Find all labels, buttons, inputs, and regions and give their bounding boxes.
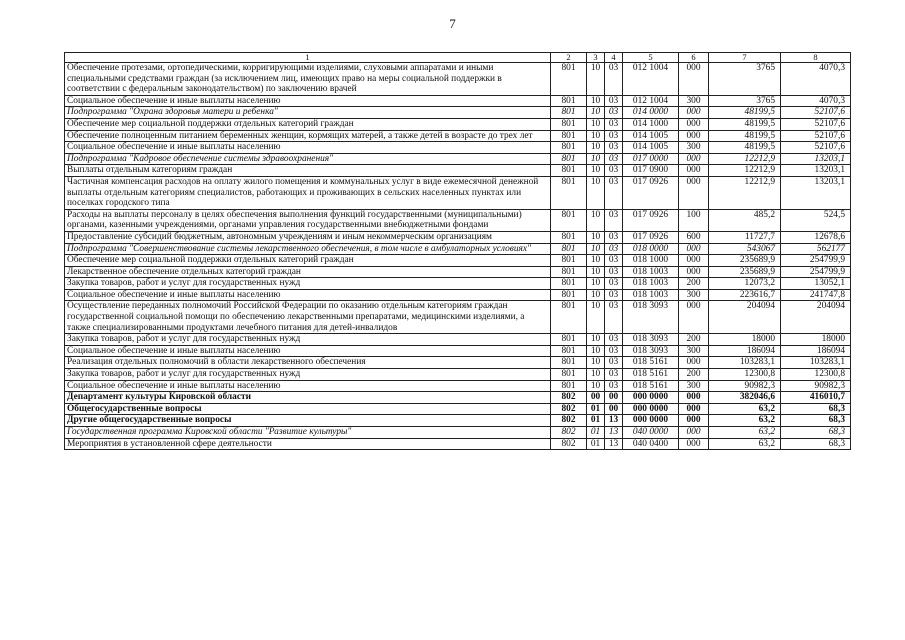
target-article-cell: 000 0000 — [623, 415, 679, 427]
amount-year1-cell: 3765 — [709, 63, 781, 96]
table-row — [65, 380, 851, 392]
subsection-code-cell: 03 — [605, 165, 623, 177]
column-header: 3 — [587, 53, 605, 63]
budget-table — [64, 52, 851, 450]
row-name-cell: Социальное обеспечение и иные выплаты населению — [65, 345, 551, 357]
expense-type-cell: 000 — [679, 153, 709, 165]
row-name-cell: Расходы на выплаты персоналу в целях обеспечения выполнения функций государственными (муниципальными) органами, казенными учреждениями, органами управления государственными внебюджетными фондами — [65, 209, 551, 231]
amount-year2-cell: 13203,1 — [781, 176, 851, 209]
amount-year1-cell: 103283,1 — [709, 357, 781, 369]
amount-year1-cell: 63,2 — [709, 403, 781, 415]
target-article-cell: 040 0000 — [623, 427, 679, 439]
section-code-cell: 10 — [587, 289, 605, 301]
table-row — [65, 118, 851, 130]
amount-year1-cell: 12300,8 — [709, 369, 781, 381]
ministry-code-cell: 801 — [551, 255, 587, 267]
amount-year2-cell: 524,5 — [781, 209, 851, 231]
amount-year1-cell: 48199,5 — [709, 130, 781, 142]
column-header: 4 — [605, 53, 623, 63]
expense-type-cell: 000 — [679, 165, 709, 177]
row-name-cell: Закупка товаров, работ и услуг для государственных нужд — [65, 334, 551, 346]
target-article-cell: 017 0926 — [623, 176, 679, 209]
row-name-cell: Государственная программа Кировской области "Развитие культуры" — [65, 427, 551, 439]
table-row — [65, 357, 851, 369]
table-row — [65, 176, 851, 209]
row-name-cell: Общегосударственные вопросы — [65, 403, 551, 415]
expense-type-cell: 000 — [679, 130, 709, 142]
target-article-cell: 018 3093 — [623, 334, 679, 346]
ministry-code-cell: 802 — [551, 415, 587, 427]
amount-year1-cell: 63,2 — [709, 427, 781, 439]
subsection-code-cell: 03 — [605, 63, 623, 96]
target-article-cell: 018 3093 — [623, 345, 679, 357]
table-row — [65, 165, 851, 177]
amount-year2-cell: 18000 — [781, 334, 851, 346]
amount-year1-cell: 12212,9 — [709, 176, 781, 209]
target-article-cell: 012 1004 — [623, 63, 679, 96]
expense-type-cell: 200 — [679, 369, 709, 381]
section-code-cell: 00 — [587, 392, 605, 404]
target-article-cell: 040 0400 — [623, 438, 679, 450]
amount-year1-cell: 18000 — [709, 334, 781, 346]
expense-type-cell: 000 — [679, 255, 709, 267]
ministry-code-cell: 801 — [551, 165, 587, 177]
row-name-cell: Подпрограмма "Совершенствование системы лекарственного обеспечения, в том числе в амбулаторных условиях" — [65, 243, 551, 255]
amount-year1-cell: 12212,9 — [709, 165, 781, 177]
table-row — [65, 231, 851, 243]
section-code-cell: 10 — [587, 278, 605, 290]
table-row — [65, 130, 851, 142]
amount-year1-cell: 543067 — [709, 243, 781, 255]
expense-type-cell: 100 — [679, 209, 709, 231]
table-row — [65, 142, 851, 154]
amount-year1-cell: 485,2 — [709, 209, 781, 231]
row-name-cell: Предоставление субсидий бюджетным, автономным учреждениям и иным некоммерческим организациям — [65, 231, 551, 243]
subsection-code-cell: 13 — [605, 438, 623, 450]
subsection-code-cell: 03 — [605, 107, 623, 119]
table-row — [65, 63, 851, 96]
target-article-cell: 018 5161 — [623, 380, 679, 392]
expense-type-cell: 000 — [679, 415, 709, 427]
subsection-code-cell: 03 — [605, 266, 623, 278]
amount-year2-cell: 52107,6 — [781, 118, 851, 130]
row-name-cell: Выплаты отдельным категориям граждан — [65, 165, 551, 177]
row-name-cell: Обеспечение протезами, ортопедическими, корригирующими изделиями, слуховыми аппаратами и иными специальными средствами граждан (за исключением лиц, имеющих право на меры социальной поддержки в соответствии с федеральным законодательством) по заключению врачей — [65, 63, 551, 96]
target-article-cell: 000 0000 — [623, 392, 679, 404]
ministry-code-cell: 801 — [551, 231, 587, 243]
amount-year1-cell: 3765 — [709, 95, 781, 107]
section-code-cell: 10 — [587, 176, 605, 209]
ministry-code-cell: 802 — [551, 392, 587, 404]
expense-type-cell: 300 — [679, 345, 709, 357]
ministry-code-cell: 801 — [551, 63, 587, 96]
target-article-cell: 017 0900 — [623, 165, 679, 177]
section-code-cell: 10 — [587, 369, 605, 381]
section-code-cell: 01 — [587, 427, 605, 439]
subsection-code-cell: 03 — [605, 301, 623, 334]
target-article-cell: 018 1003 — [623, 289, 679, 301]
amount-year1-cell: 204094 — [709, 301, 781, 334]
section-code-cell: 10 — [587, 231, 605, 243]
subsection-code-cell: 03 — [605, 95, 623, 107]
section-code-cell: 10 — [587, 118, 605, 130]
target-article-cell: 017 0926 — [623, 231, 679, 243]
row-name-cell: Обеспечение мер социальной поддержки отдельных категорий граждан — [65, 118, 551, 130]
section-code-cell: 01 — [587, 415, 605, 427]
table-row — [65, 95, 851, 107]
subsection-code-cell: 03 — [605, 334, 623, 346]
ministry-code-cell: 801 — [551, 345, 587, 357]
section-code-cell: 10 — [587, 107, 605, 119]
target-article-cell: 014 0000 — [623, 107, 679, 119]
table-row — [65, 289, 851, 301]
column-header: 1 — [65, 53, 551, 63]
row-name-cell: Мероприятия в установленной сфере деятельности — [65, 438, 551, 450]
ministry-code-cell: 801 — [551, 266, 587, 278]
target-article-cell: 018 1000 — [623, 255, 679, 267]
subsection-code-cell: 03 — [605, 209, 623, 231]
ministry-code-cell: 801 — [551, 95, 587, 107]
ministry-code-cell: 801 — [551, 380, 587, 392]
amount-year2-cell: 13203,1 — [781, 153, 851, 165]
section-code-cell: 10 — [587, 266, 605, 278]
column-header: 8 — [781, 53, 851, 63]
section-code-cell: 10 — [587, 380, 605, 392]
row-name-cell: Социальное обеспечение и иные выплаты населению — [65, 380, 551, 392]
amount-year1-cell: 63,2 — [709, 438, 781, 450]
amount-year2-cell: 241747,8 — [781, 289, 851, 301]
subsection-code-cell: 03 — [605, 255, 623, 267]
column-header: 7 — [709, 53, 781, 63]
amount-year1-cell: 48199,5 — [709, 118, 781, 130]
amount-year1-cell: 11727,7 — [709, 231, 781, 243]
subsection-code-cell: 13 — [605, 415, 623, 427]
expense-type-cell: 300 — [679, 95, 709, 107]
expense-type-cell: 200 — [679, 278, 709, 290]
table-row — [65, 415, 851, 427]
row-name-cell: Частичная компенсация расходов на оплату жилого помещения и коммунальных услуг в виде ежемесячной денежной выплаты отдельным категориям специалистов, работающих и проживающих в сельских населенных пунктах или поселках городского типа — [65, 176, 551, 209]
table-row — [65, 392, 851, 404]
table-row — [65, 403, 851, 415]
section-code-cell: 10 — [587, 130, 605, 142]
subsection-code-cell: 03 — [605, 357, 623, 369]
table-row — [65, 301, 851, 334]
table-row — [65, 369, 851, 381]
target-article-cell: 018 5161 — [623, 369, 679, 381]
expense-type-cell: 000 — [679, 301, 709, 334]
ministry-code-cell: 801 — [551, 118, 587, 130]
expense-type-cell: 000 — [679, 107, 709, 119]
ministry-code-cell: 801 — [551, 142, 587, 154]
ministry-code-cell: 801 — [551, 243, 587, 255]
section-code-cell: 10 — [587, 142, 605, 154]
amount-year2-cell: 4070,3 — [781, 63, 851, 96]
table-row — [65, 107, 851, 119]
expense-type-cell: 000 — [679, 392, 709, 404]
row-name-cell: Лекарственное обеспечение отдельных категорий граждан — [65, 266, 551, 278]
amount-year2-cell: 13203,1 — [781, 165, 851, 177]
amount-year1-cell: 382046,6 — [709, 392, 781, 404]
subsection-code-cell: 03 — [605, 118, 623, 130]
target-article-cell: 018 5161 — [623, 357, 679, 369]
target-article-cell: 018 1003 — [623, 266, 679, 278]
row-name-cell: Закупка товаров, работ и услуг для государственных нужд — [65, 278, 551, 290]
ministry-code-cell: 801 — [551, 369, 587, 381]
ministry-code-cell: 802 — [551, 438, 587, 450]
amount-year2-cell: 52107,6 — [781, 142, 851, 154]
section-code-cell: 01 — [587, 438, 605, 450]
amount-year2-cell: 416010,7 — [781, 392, 851, 404]
ministry-code-cell: 801 — [551, 107, 587, 119]
section-code-cell: 10 — [587, 301, 605, 334]
target-article-cell: 014 1000 — [623, 118, 679, 130]
amount-year2-cell: 90982,3 — [781, 380, 851, 392]
ministry-code-cell: 801 — [551, 176, 587, 209]
amount-year2-cell: 68,3 — [781, 438, 851, 450]
target-article-cell: 000 0000 — [623, 403, 679, 415]
amount-year1-cell: 235689,9 — [709, 266, 781, 278]
expense-type-cell: 000 — [679, 118, 709, 130]
amount-year2-cell: 12300,8 — [781, 369, 851, 381]
subsection-code-cell: 03 — [605, 345, 623, 357]
subsection-code-cell: 03 — [605, 130, 623, 142]
expense-type-cell: 300 — [679, 380, 709, 392]
table-row — [65, 153, 851, 165]
subsection-code-cell: 03 — [605, 231, 623, 243]
expense-type-cell: 000 — [679, 403, 709, 415]
column-header: 5 — [623, 53, 679, 63]
target-article-cell: 014 1005 — [623, 130, 679, 142]
section-code-cell: 10 — [587, 345, 605, 357]
row-name-cell: Социальное обеспечение и иные выплаты населению — [65, 95, 551, 107]
target-article-cell: 018 0000 — [623, 243, 679, 255]
ministry-code-cell: 801 — [551, 357, 587, 369]
amount-year2-cell: 254799,9 — [781, 255, 851, 267]
amount-year2-cell: 186094 — [781, 345, 851, 357]
row-name-cell: Социальное обеспечение и иные выплаты населению — [65, 142, 551, 154]
expense-type-cell: 000 — [679, 243, 709, 255]
target-article-cell: 014 1005 — [623, 142, 679, 154]
amount-year1-cell: 63,2 — [709, 415, 781, 427]
expense-type-cell: 000 — [679, 63, 709, 96]
amount-year1-cell: 48199,5 — [709, 107, 781, 119]
row-name-cell: Департамент культуры Кировской области — [65, 392, 551, 404]
ministry-code-cell: 801 — [551, 278, 587, 290]
amount-year2-cell: 12678,6 — [781, 231, 851, 243]
amount-year1-cell: 235689,9 — [709, 255, 781, 267]
target-article-cell: 017 0000 — [623, 153, 679, 165]
expense-type-cell: 200 — [679, 334, 709, 346]
amount-year1-cell: 12212,9 — [709, 153, 781, 165]
ministry-code-cell: 801 — [551, 334, 587, 346]
amount-year1-cell: 223616,7 — [709, 289, 781, 301]
target-article-cell: 017 0926 — [623, 209, 679, 231]
section-code-cell: 10 — [587, 334, 605, 346]
row-name-cell: Закупка товаров, работ и услуг для государственных нужд — [65, 369, 551, 381]
target-article-cell: 018 3093 — [623, 301, 679, 334]
section-code-cell: 10 — [587, 209, 605, 231]
amount-year2-cell: 13052,1 — [781, 278, 851, 290]
subsection-code-cell: 13 — [605, 427, 623, 439]
amount-year2-cell: 103283,1 — [781, 357, 851, 369]
amount-year2-cell: 52107,6 — [781, 107, 851, 119]
ministry-code-cell: 801 — [551, 301, 587, 334]
ministry-code-cell: 801 — [551, 153, 587, 165]
row-name-cell: Обеспечение полноценным питанием беременных женщин, кормящих матерей, а также детей в возрасте до трех лет — [65, 130, 551, 142]
expense-type-cell: 000 — [679, 427, 709, 439]
table-row — [65, 243, 851, 255]
table-row — [65, 266, 851, 278]
row-name-cell: Подпрограмма "Охрана здоровья матери и ребенка" — [65, 107, 551, 119]
section-code-cell: 10 — [587, 357, 605, 369]
subsection-code-cell: 00 — [605, 403, 623, 415]
row-name-cell: Осуществление переданных полномочий Российской Федерации по оказанию отдельным категориям граждан государственной социальной помощи по обеспечению лекарственными препаратами, медицинскими изделиями, а также специализированными продуктами лечебного питания для детей-инвалидов — [65, 301, 551, 334]
table-row — [65, 438, 851, 450]
row-name-cell: Подпрограмма "Кадровое обеспечение системы здравоохранения" — [65, 153, 551, 165]
amount-year2-cell: 4070,3 — [781, 95, 851, 107]
amount-year2-cell: 68,3 — [781, 403, 851, 415]
row-name-cell: Реализация отдельных полномочий в области лекарственного обеспечения — [65, 357, 551, 369]
section-code-cell: 10 — [587, 255, 605, 267]
subsection-code-cell: 03 — [605, 243, 623, 255]
section-code-cell: 10 — [587, 153, 605, 165]
table-row — [65, 255, 851, 267]
subsection-code-cell: 03 — [605, 142, 623, 154]
table-row — [65, 209, 851, 231]
table-row — [65, 427, 851, 439]
expense-type-cell: 000 — [679, 357, 709, 369]
amount-year2-cell: 68,3 — [781, 415, 851, 427]
expense-type-cell: 300 — [679, 289, 709, 301]
table-row — [65, 278, 851, 290]
subsection-code-cell: 00 — [605, 392, 623, 404]
page-number: 7 — [449, 16, 456, 31]
section-code-cell: 10 — [587, 63, 605, 96]
column-header: 2 — [551, 53, 587, 63]
column-number-row — [65, 53, 851, 63]
expense-type-cell: 000 — [679, 176, 709, 209]
subsection-code-cell: 03 — [605, 176, 623, 209]
ministry-code-cell: 801 — [551, 289, 587, 301]
ministry-code-cell: 802 — [551, 403, 587, 415]
subsection-code-cell: 03 — [605, 153, 623, 165]
amount-year2-cell: 68,3 — [781, 427, 851, 439]
ministry-code-cell: 801 — [551, 209, 587, 231]
expense-type-cell: 000 — [679, 266, 709, 278]
subsection-code-cell: 03 — [605, 278, 623, 290]
amount-year2-cell: 254799,9 — [781, 266, 851, 278]
amount-year1-cell: 90982,3 — [709, 380, 781, 392]
amount-year1-cell: 186094 — [709, 345, 781, 357]
amount-year2-cell: 562177 — [781, 243, 851, 255]
table-row — [65, 334, 851, 346]
expense-type-cell: 300 — [679, 142, 709, 154]
target-article-cell: 012 1004 — [623, 95, 679, 107]
section-code-cell: 10 — [587, 95, 605, 107]
amount-year1-cell: 12073,2 — [709, 278, 781, 290]
row-name-cell: Обеспечение мер социальной поддержки отдельных категорий граждан — [65, 255, 551, 267]
section-code-cell: 10 — [587, 165, 605, 177]
row-name-cell: Социальное обеспечение и иные выплаты населению — [65, 289, 551, 301]
amount-year1-cell: 48199,5 — [709, 142, 781, 154]
subsection-code-cell: 03 — [605, 380, 623, 392]
section-code-cell: 01 — [587, 403, 605, 415]
column-header: 6 — [679, 53, 709, 63]
row-name-cell: Другие общегосударственные вопросы — [65, 415, 551, 427]
expense-type-cell: 600 — [679, 231, 709, 243]
ministry-code-cell: 802 — [551, 427, 587, 439]
ministry-code-cell: 801 — [551, 130, 587, 142]
target-article-cell: 018 1003 — [623, 278, 679, 290]
subsection-code-cell: 03 — [605, 369, 623, 381]
section-code-cell: 10 — [587, 243, 605, 255]
expense-type-cell: 000 — [679, 438, 709, 450]
table-row — [65, 345, 851, 357]
subsection-code-cell: 03 — [605, 289, 623, 301]
amount-year2-cell: 204094 — [781, 301, 851, 334]
amount-year2-cell: 52107,6 — [781, 130, 851, 142]
